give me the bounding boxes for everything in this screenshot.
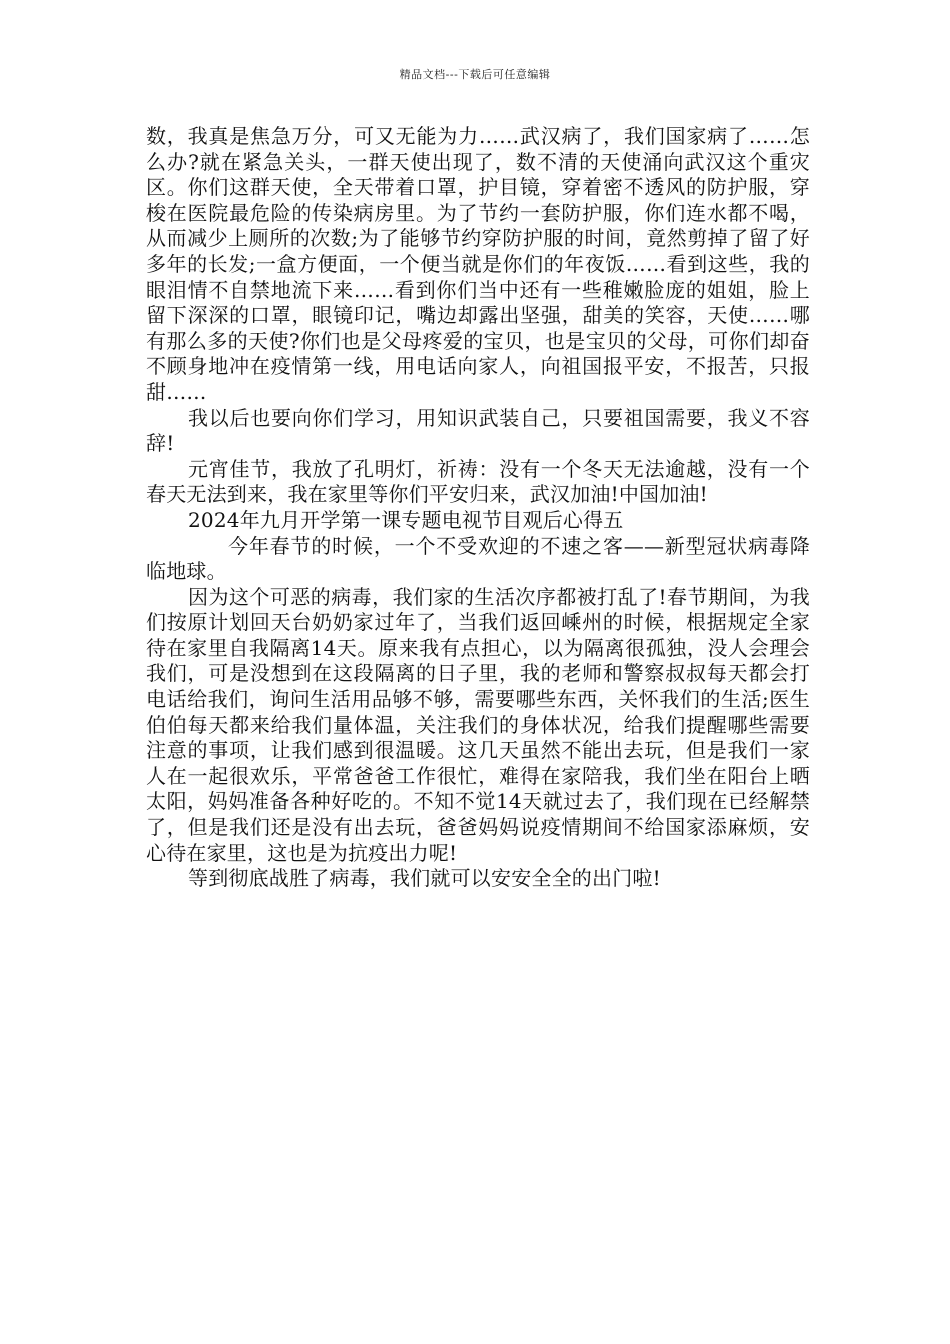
paragraph-learn: 我以后也要向你们学习，用知识武装自己，只要祖国需要，我义不容辞! xyxy=(146,405,810,456)
document-body xyxy=(146,124,810,892)
paragraph-lantern: 元宵佳节，我放了孔明灯，祈祷：没有一个冬天无法逾越，没有一个春天无法到来，我在家里等你们平安归来，武汉加油!中国加油! xyxy=(146,456,810,507)
paragraph-closing: 等到彻底战胜了病毒，我们就可以安安全全的出门啦! xyxy=(188,866,661,891)
paragraph-intro: 今年春节的时候，一个不受欢迎的不速之客——新型冠状病毒降临地球。 xyxy=(146,533,810,584)
paragraph-nurses: 数，我真是焦急万分，可又无能为力……武汉病了，我们国家病了……怎么办?就在紧急关头，一群天使出现了，数不清的天使涌向武汉这个重灾区。你们这群天使，全天带着口罩，护目镜，穿着密不透风的防护服，穿梭在医院最危险的传染病房里。为了节约一套防护服，你们连水都不喝，从而减少上厕所的次数;为了能够节约穿防护服的时间，竟然剪掉了留了好多年的长发;一盒方便面，一个便当就是你们的年夜饭……看到这些，我的眼泪情不自禁地流下来……看到你们当中还有一些稚嫩脸庞的姐姐，脸上留下深深的口罩，眼镜印记，嘴边却露出坚强，甜美的笑容，天使……哪有那么多的天使?你们也是父母疼爱的宝贝，也是宝贝的父母，可你们却奋不顾身地冲在疫情第一线，用电话向家人，向祖国报平安，不报苦，只报甜…… xyxy=(146,124,810,404)
section-heading: 2024年九月开学第一课专题电视节目观后心得五 xyxy=(188,507,624,532)
paragraph-quarantine: 因为这个可恶的病毒，我们家的生活次序都被打乱了!春节期间，为我们按原计划回天台奶奶家过年了，当我们返回嵊州的时候，根据规定全家待在家里自我隔离14天。原来我有点担心，以为隔离很孤独，没人会理会我们，可是没想到在这段隔离的日子里，我的老师和警察叔叔每天都会打电话给我们，询问生活用品够不够，需要哪些东西，关怀我们的生活;医生伯伯每天都来给我们量体温，关注我们的身体状况，给我们提醒哪些需要注意的事项，让我们感到很温暖。这几天虽然不能出去玩，但是我们一家人在一起很欢乐，平常爸爸工作很忙，难得在家陪我，我们坐在阳台上晒太阳，妈妈准备各种好吃的。不知不觉14天就过去了，我们现在已经解禁了，但是我们还是没有出去玩，爸爸妈妈说疫情期间不给国家添麻烦，安心待在家里，这也是为抗疫出力呢! xyxy=(146,584,810,865)
page-header: 精品文档---下载后可任意编辑 xyxy=(399,68,551,81)
